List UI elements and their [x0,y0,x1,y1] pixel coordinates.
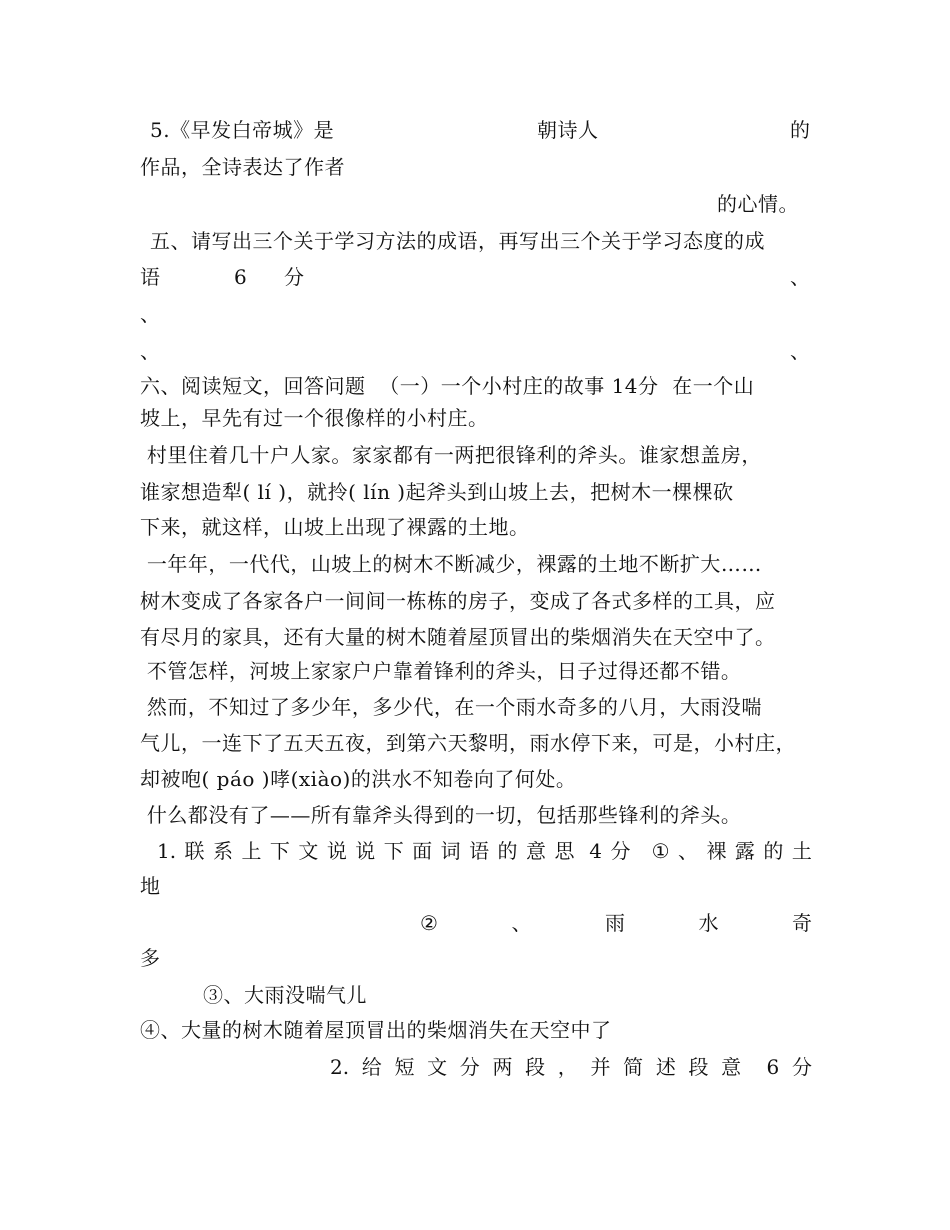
question1-prompt-char: 分 [610,839,631,863]
q5-text-part2: 朝诗人 [537,118,599,142]
question1-prompt-char: 下 [383,839,404,863]
question2-prompt-char: 6 [753,1055,780,1079]
question1-prompt-char: 面 [412,839,433,863]
question1-prompt-char: 土 [791,839,812,863]
question1-prompt-char: 意 [525,839,546,863]
question2-prompt [330,1055,812,1079]
question2-prompt-char: 给 [361,1055,382,1079]
question1-prompt-char: 文 [298,839,319,863]
passage-paragraph2-line2: 树木变成了各家各户一间间一栋栋的房子，变成了各式多样的工具，应 [140,589,776,613]
question1-item2-char: 奇 [792,911,812,935]
passage-paragraph2-line1: 一年年，一代代，山坡上的树木不断减少，裸露的土地不断扩大…… [140,552,762,576]
question1-prompt-char: 裸 [706,839,727,863]
section5-line1: 五、请写出三个关于学习方法的成语，再写出三个关于学习态度的成 [150,229,765,253]
q5-line2: 作品，全诗表达了作者 [140,155,345,179]
question1-item2-char: 水 [698,911,719,935]
question2-prompt-char: 意 [721,1055,742,1079]
section5-blank-separator-left2: 、 [140,339,161,363]
question1-prompt-char: 联 [184,839,205,863]
passage-paragraph4-line3: 却被咆( páo )哮(xiào)的洪水不知卷向了何处。 [140,767,577,791]
q5-line3: 的心情。 [717,192,799,216]
question1-prompt-char: 系 [213,839,233,863]
question1-prompt-char: 露 [734,839,755,863]
question1-prompt-char: 的 [497,839,518,863]
q5-text-part1: 5.《早发白帝城》是 [150,118,335,142]
section6-line2: 坡上，早先有过一个很像样的小村庄。 [140,406,489,430]
section5-yu: 语 [140,265,161,289]
passage-paragraph1-line1: 村里住着几十户人家。家家都有一两把很锋利的斧头。谁家想盖房， [140,443,762,467]
question1-item2-line2: 多 [140,946,161,970]
section5-score-number: 6 [234,265,248,289]
question1-prompt-char: 下 [269,839,290,863]
passage-paragraph3-line1: 不管怎样，河坡上家家户户靠着锋利的斧头，日子过得还都不错。 [140,659,742,683]
passage-paragraph4-line2: 气儿，一连下了五天五夜，到第六天黎明，雨水停下来，可是，小村庄， [140,731,796,755]
question2-prompt-char: 简 [623,1055,644,1079]
q5-text-part3: 的 [790,118,811,142]
question2-prompt-char: 分 [791,1055,812,1079]
question1-prompt-char: 的 [763,839,784,863]
passage-paragraph2-line3: 有尽月的家具，还有大量的树木随着屋顶冒出的柴烟消失在天空中了。 [140,625,776,649]
section6-line1: 六、阅读短文，回答问题 （一）一个小村庄的故事 14分 在一个山 [140,374,755,398]
question1-item2-char: ② [420,911,438,935]
question1-item2-char: 雨 [604,911,625,935]
question1-line2: 地 [140,874,161,898]
passage-paragraph1-line2: 谁家想造犁( lí )，就拎( lín )起斧头到山坡上去，把树木一棵棵砍 [140,480,734,504]
question1-prompt-char: 4 [582,839,602,863]
question2-prompt-char: 段 [688,1055,709,1079]
question1-prompt-char: 1. [157,839,177,863]
question1-prompt [157,839,812,863]
question2-prompt-char: 段 [525,1055,546,1079]
question1-item2 [420,911,812,935]
passage-paragraph4-line1: 然而，不知过了多少年，多少代，在一个雨水奇多的八月，大雨没喘 [140,695,762,719]
question1-prompt-char: 上 [241,839,262,863]
section5-blank-separator-right2: 、 [790,339,811,363]
question1-prompt-char: 说 [355,839,376,863]
passage-paragraph1-line3: 下来，就这样，山坡上出现了裸露的土地。 [140,515,530,539]
question2-prompt-char: 述 [655,1055,676,1079]
question1-item3: ③、大雨没喘气儿 [203,983,367,1007]
question2-prompt-char: 2. [330,1055,350,1079]
passage-paragraph5-line1: 什么都没有了——所有靠斧头得到的一切，包括那些锋利的斧头。 [140,803,742,827]
question1-prompt-char: 思 [554,839,575,863]
section5-score-unit: 分 [284,265,305,289]
question2-prompt-char: 文 [427,1055,448,1079]
question1-prompt-char: 词 [440,839,461,863]
question2-prompt-char: ， [557,1055,578,1079]
question1-prompt-char: 、 [678,839,698,863]
question1-prompt-char: 语 [469,839,490,863]
question1-prompt-char: 说 [326,839,347,863]
question1-item2-char: 、 [511,911,532,935]
question2-prompt-char: 短 [394,1055,415,1079]
section5-blank-separator-left1: 、 [140,302,161,326]
question1-item4: ④、大量的树木随着屋顶冒出的柴烟消失在天空中了 [140,1018,612,1042]
question1-prompt-char: ① [638,839,670,863]
question2-prompt-char: 并 [590,1055,611,1079]
section5-blank-separator-right: 、 [790,265,811,289]
question2-prompt-char: 分 [459,1055,480,1079]
question2-prompt-char: 两 [492,1055,513,1079]
